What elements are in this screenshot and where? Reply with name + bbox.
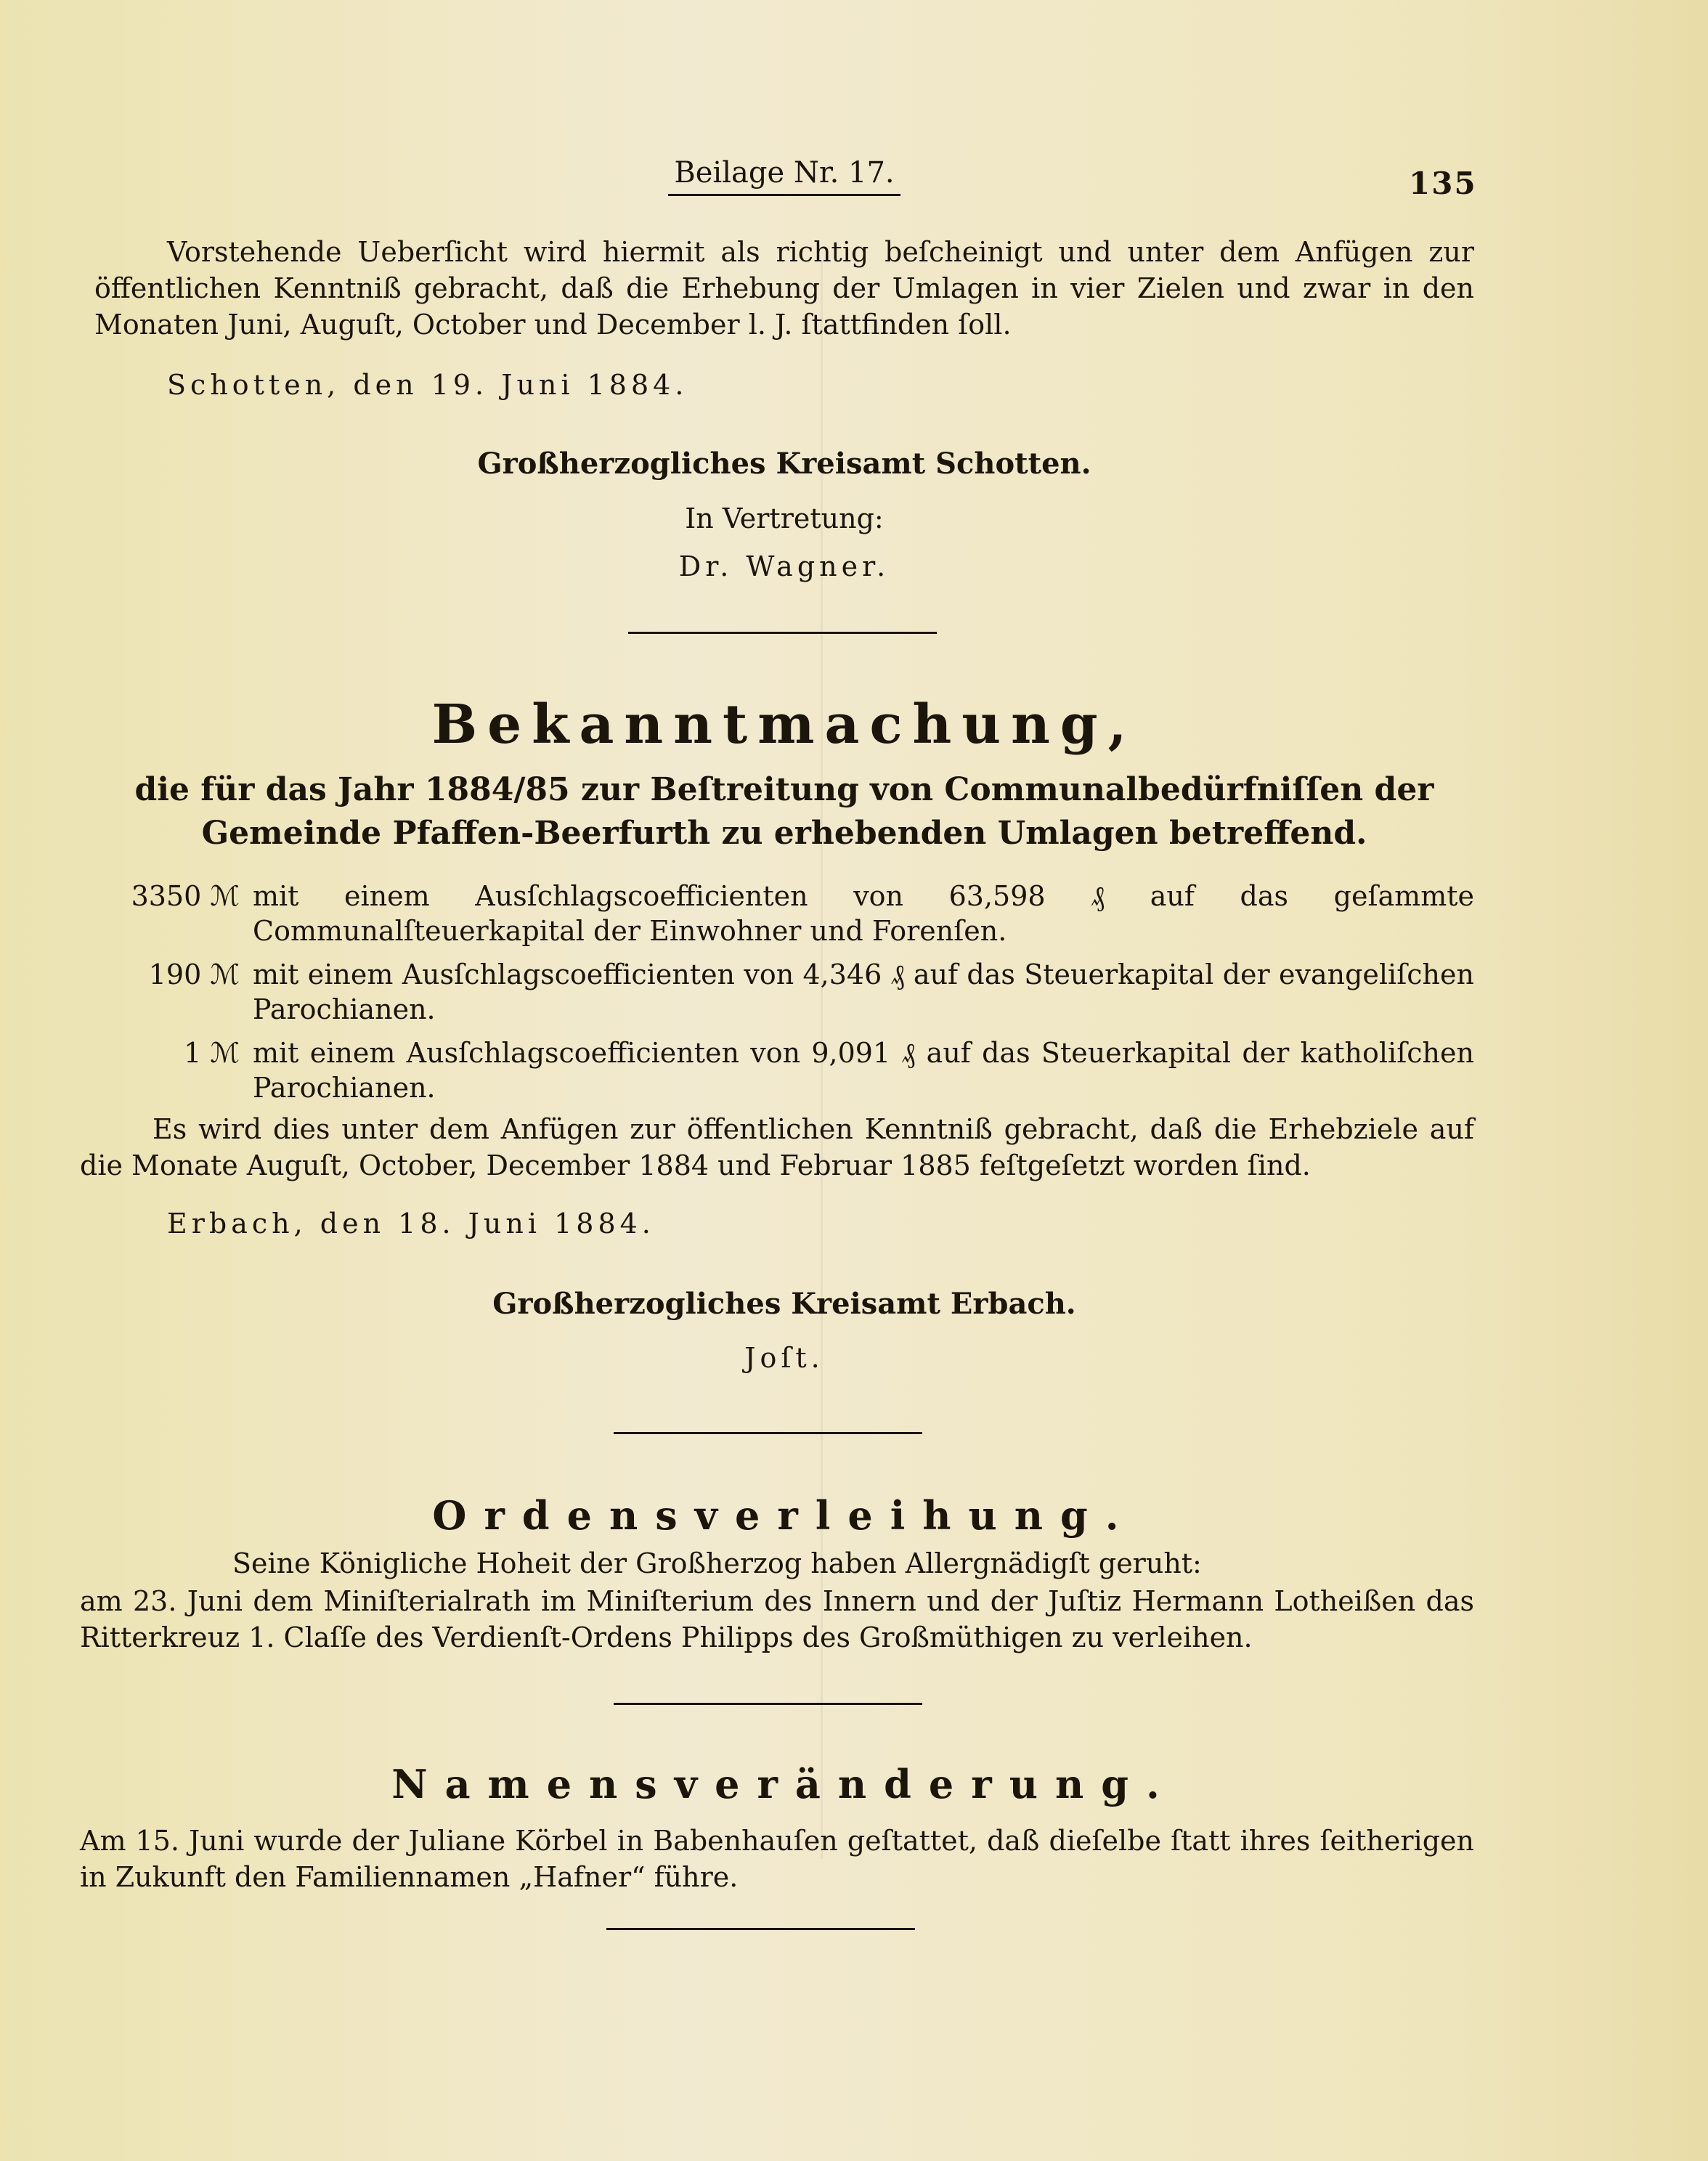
order-award-intro: Seine Königliche Hoheit der Großherzog haben Allergnädigſt geruht: [232, 1547, 1202, 1579]
supplement-title: Beilage Nr. 17. [668, 156, 900, 196]
divider-rule [614, 1703, 922, 1705]
signature-jost: Joſt. [744, 1342, 824, 1374]
in-representation-label: In Vertretung: [685, 502, 884, 534]
certification-paragraph: Vorstehende Ueberſicht wird hiermit als richtig beſcheinigt und unter dem Anfügen zur öffentlichen Kenntniß gebracht, daß die Erhebung der Umlagen in vier Zielen und zwar in den Monaten Juni, Auguſt, October und December l. J. ſtattfinden ſoll. [94, 236, 1474, 341]
signature-wagner: Dr. Wagner. [678, 550, 890, 582]
order-award-paragraph: am 23. Juni dem Miniſterialrath im Miniſterium des Innern und der Juſtiz Hermann Lotheißen das Ritterkreuz 1. Claſſe des Verdienſt-Ordens Philipps des Großmüthigen zu verleihen. [80, 1585, 1474, 1653]
collection-dates-paragraph: Es wird dies unter dem Anfügen zur öffentlichen Kenntniß gebracht, daß die Erhebziele auf die Monate Auguſt, October, December 1884 und Februar 1885 feſtgeſetzt worden ſind. [80, 1113, 1474, 1181]
page-number: 135 [1409, 166, 1477, 201]
announcement-subheading: die für das Jahr 1884/85 zur Beſtreitung von Communalbedürfniſſen der Gemeinde Pfaffen-Beerfurth zu erhebenden Umlagen betreffend. [134, 771, 1434, 852]
office-erbach: Großherzogliches Kreisamt Erbach. [492, 1287, 1076, 1321]
levy-item [80, 1035, 1474, 1105]
order-award-heading: Ordensverleihung. [432, 1492, 1136, 1539]
divider-rule [628, 632, 937, 634]
levy-item [80, 957, 1474, 1027]
levy-item [80, 879, 1474, 948]
divider-rule [606, 1928, 915, 1930]
levy-amount: 3350 ℳ [131, 880, 240, 912]
office-schotten: Großherzogliches Kreisamt Schotten. [477, 447, 1091, 481]
levy-amount: 1 ℳ [184, 1037, 240, 1069]
divider-rule [614, 1432, 922, 1434]
levy-amount: 190 ℳ [148, 959, 240, 990]
levy-text: mit einem Ausſchlagscoefficienten von 4,346 ₰ auf das Steuerkapital der evangeliſchen Parochianen. [253, 959, 1474, 1025]
levy-text: mit einem Ausſchlagscoefficienten von 9,091 ₰ auf das Steuerkapital der katholiſchen Parochianen. [253, 1037, 1474, 1104]
place-date-schotten: Schotten, den 19. Juni 1884. [167, 369, 688, 401]
name-change-paragraph: Am 15. Juni wurde der Juliane Körbel in Babenhauſen geſtattet, daß dieſelbe ſtatt ihres ſeitherigen in Zukunft den Familiennamen „Hafner“ führe. [80, 1825, 1474, 1893]
levy-text: mit einem Ausſchlagscoefficienten von 63,598 ₰ auf das geſammte Communalſteuerkapital der Einwohner und Forenſen. [253, 880, 1474, 947]
name-change-heading: Namensveränderung. [391, 1761, 1177, 1807]
announcement-heading: Bekanntmachung, [431, 693, 1137, 756]
place-date-erbach: Erbach, den 18. Juni 1884. [167, 1208, 655, 1240]
